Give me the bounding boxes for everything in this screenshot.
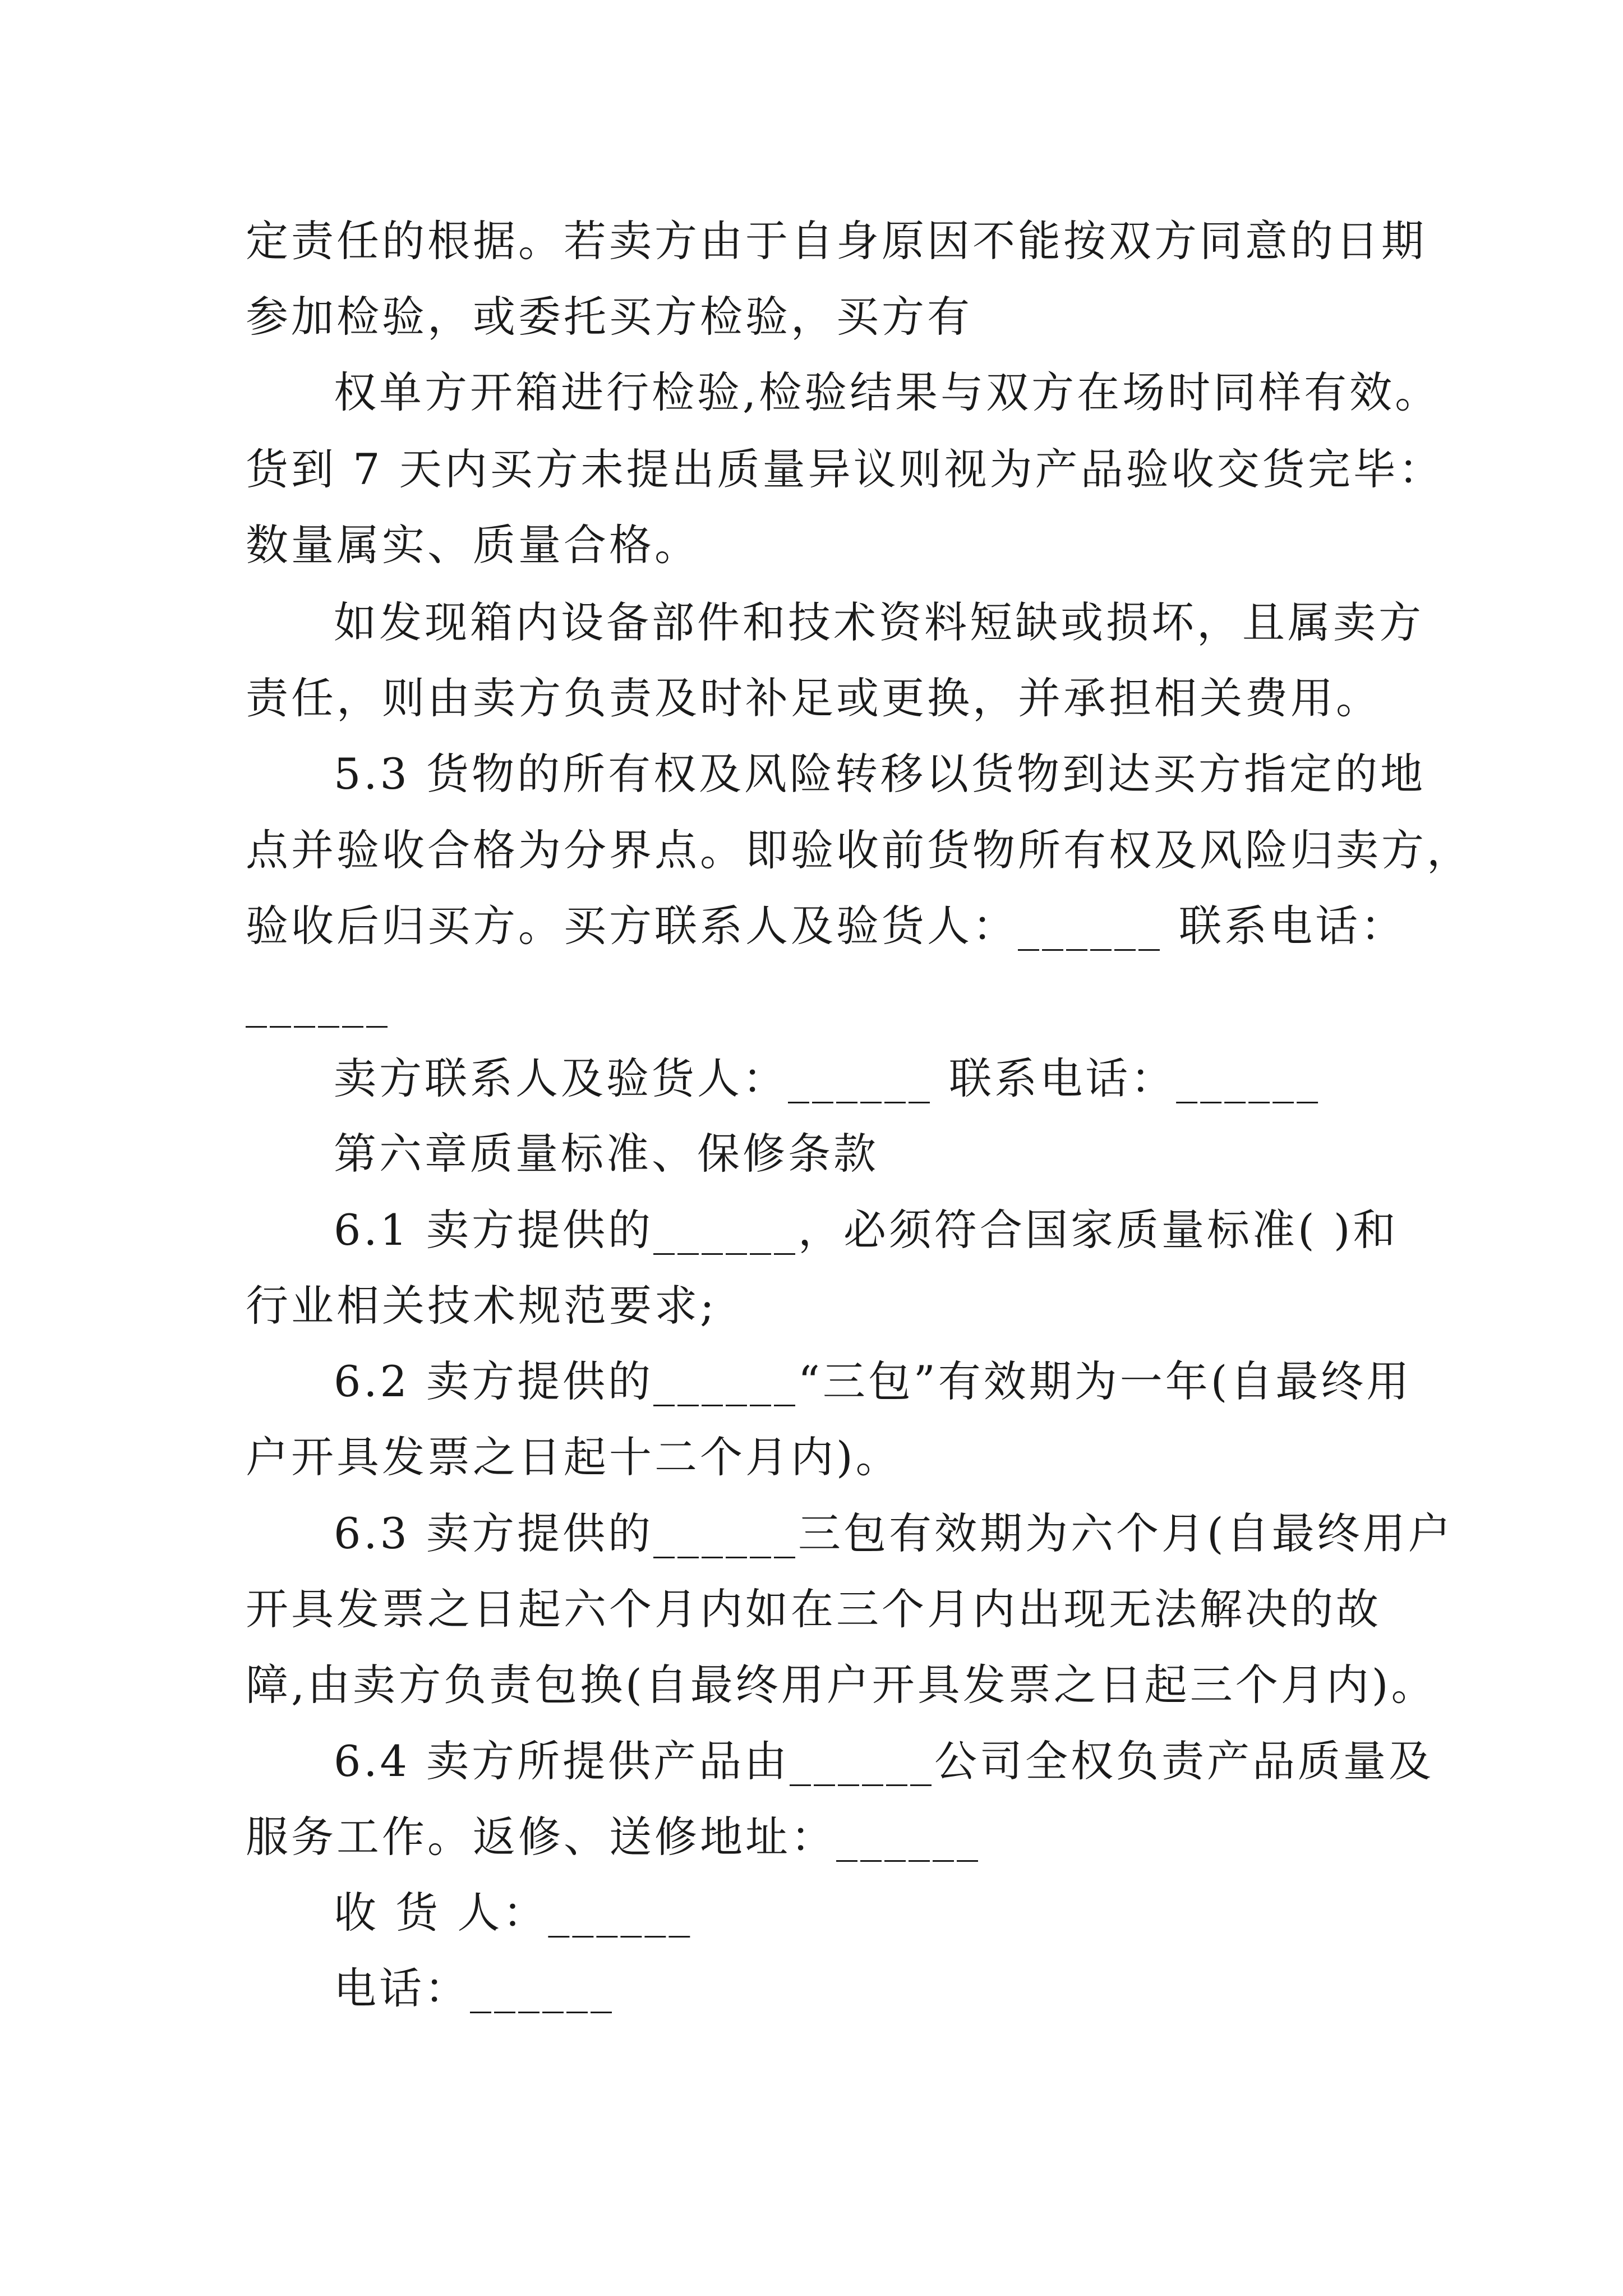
phone-line: 电话：______	[334, 1963, 615, 2013]
paragraph-line: 行业相关技术规范要求;	[246, 1281, 717, 1331]
paragraph-line: 开具发票之日起六个月内如在三个月内出现无法解决的故	[246, 1584, 1381, 1634]
clause-6-3-line: 6.3 卖方提供的______三包有效期为六个月(自最终用户	[334, 1508, 1454, 1558]
paragraph-line: 权单方开箱进行检验,检验结果与双方在场时同样有效。	[334, 367, 1441, 417]
clause-6-4-line: 6.4 卖方所提供产品由______公司全权负责产品质量及	[334, 1736, 1435, 1786]
clause-6-1-line: 6.1 卖方提供的______，必须符合国家质量标准( )和	[334, 1205, 1399, 1255]
paragraph-line: 如发现箱内设备部件和技术资料短缺或损坏，且属卖方	[334, 597, 1424, 647]
buyer-phone-blank: ______	[246, 978, 390, 1028]
clause-5-3-line: 5.3 货物的所有权及风险转移以货物到达买方指定的地	[334, 749, 1426, 799]
clause-6-2-line: 6.2 卖方提供的______“三包”有效期为一年(自最终用	[334, 1356, 1412, 1406]
chapter-heading: 第六章质量标准、保修条款	[334, 1129, 879, 1179]
repair-address-line: 服务工作。返修、送修地址：______	[246, 1812, 981, 1862]
paragraph-line: 数量属实、质量合格。	[246, 520, 700, 570]
seller-contact-line: 卖方联系人及验货人：______ 联系电话：______	[334, 1053, 1321, 1103]
paragraph-line: 户开具发票之日起十二个月内)。	[246, 1432, 901, 1482]
paragraph-line: 障,由卖方负责包换(自最终用户开具发票之日起三个月内)。	[246, 1660, 1437, 1710]
paragraph-line: 货到 7 天内买方未提出质量异议则视为产品验收交货完毕：	[246, 444, 1444, 494]
paragraph-line: 点并验收合格为分界点。即验收前货物所有权及风险归卖方，	[246, 825, 1472, 875]
paragraph-line: 参加检验，或委托买方检验，买方有	[246, 292, 972, 342]
paragraph-line: 责任，则由卖方负责及时补足或更换，并承担相关费用。	[246, 673, 1381, 723]
paragraph-line: 定责任的根据。若卖方由于自身原因不能按双方同意的日期	[246, 216, 1427, 266]
consignee-line: 收 货 人：______	[334, 1888, 693, 1938]
buyer-contact-line: 验收后归买方。买方联系人及验货人：______ 联系电话：	[246, 901, 1407, 951]
